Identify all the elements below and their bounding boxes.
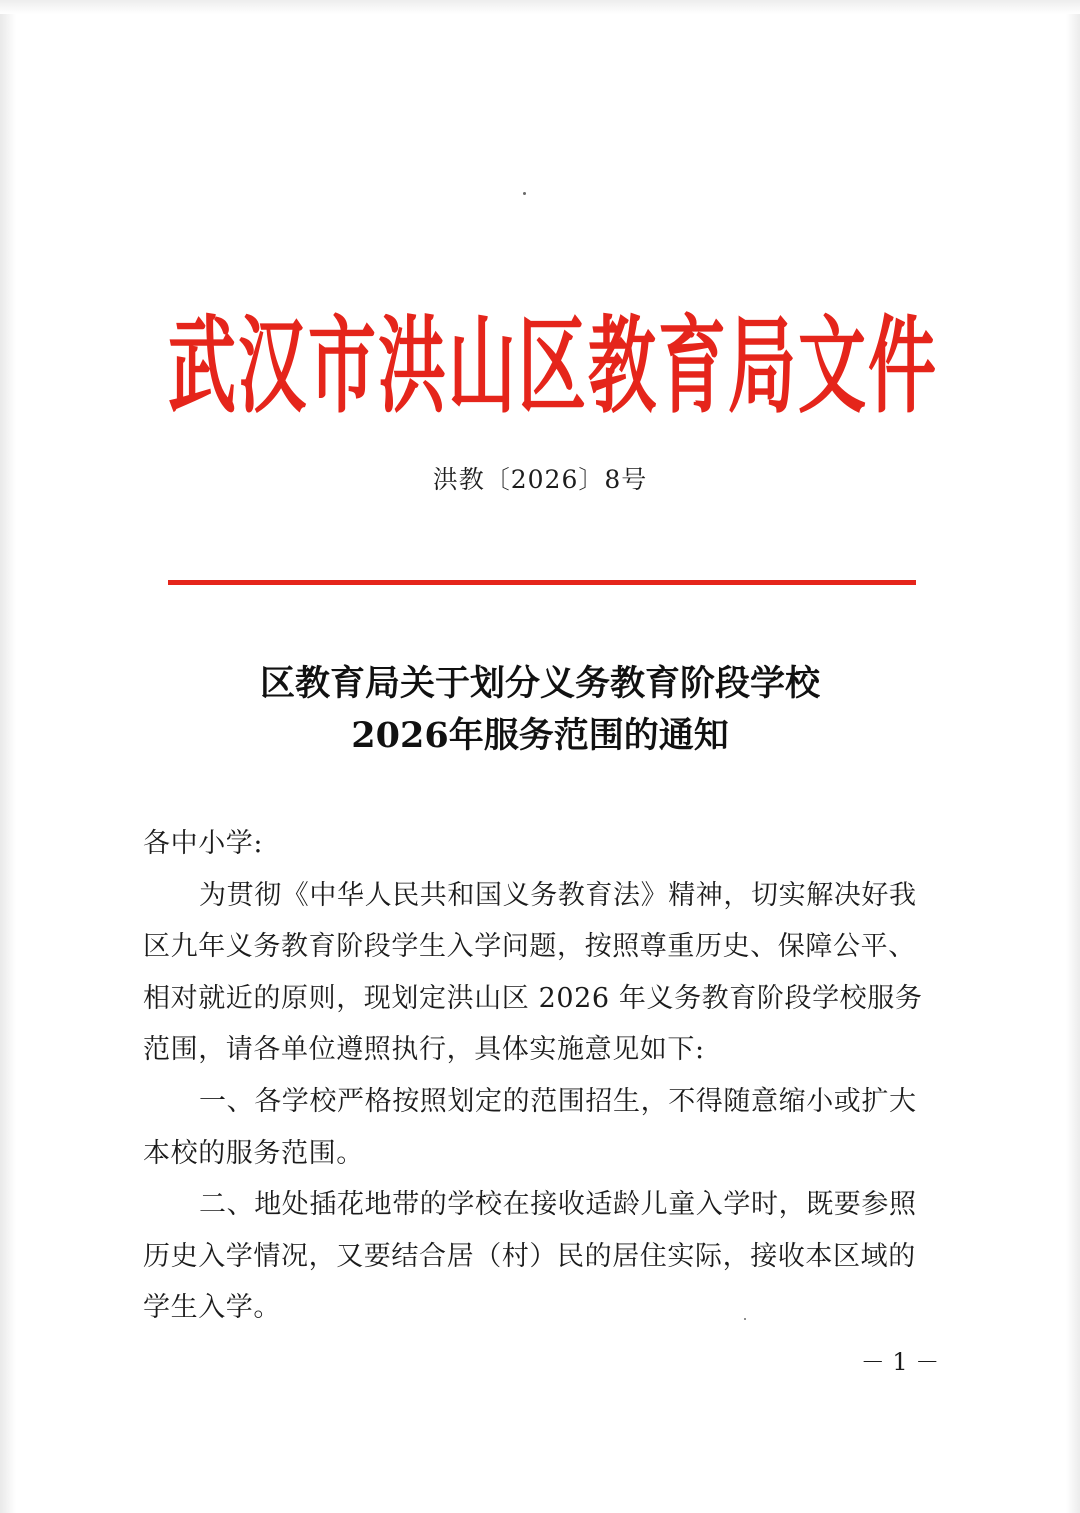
paragraph-2-line: 一、各学校严格按照划定的范围招生，不得随意缩小或扩大 <box>199 1085 917 1117</box>
paragraph-3-line: 二、地处插花地带的学校在接收适龄儿童入学时，既要参照 <box>199 1189 917 1221</box>
document-number: 洪教〔2026〕8号 <box>432 465 648 494</box>
salutation: 各中小学: <box>143 828 264 859</box>
page-number: － 1 － <box>860 1348 940 1376</box>
notice-title-line-1: 区教育局关于划分义务教育阶段学校 <box>259 663 820 704</box>
notice-body <box>143 818 933 1334</box>
paragraph-2-line: 本校的服务范围。 <box>143 1137 364 1169</box>
paragraph-3-line: 历史入学情况，又要结合居（村）民的居住实际，接收本区域的 <box>143 1240 916 1272</box>
notice-title-line-2: 2026年服务范围的通知 <box>351 715 729 756</box>
red-divider-line <box>168 580 916 585</box>
scan-edge-right <box>1066 0 1080 1513</box>
scan-edge-left <box>0 0 16 1513</box>
scan-speck <box>523 192 526 195</box>
scan-edge-top <box>0 0 1080 14</box>
paragraph-3-line: 学生入学。 <box>143 1292 281 1324</box>
paragraph-1-line: 范围，请各单位遵照执行，具体实施意见如下: <box>143 1034 705 1066</box>
notice-title <box>120 658 960 762</box>
paragraph-1-line: 为贯彻《中华人民共和国义务教育法》精神，切实解决好我 <box>199 879 917 911</box>
paragraph-1-line: 相对就近的原则，现划定洪山区 2026 年义务教育阶段学校服务 <box>143 982 923 1014</box>
masthead-title: 武汉市洪山区教育局文件 <box>168 306 939 429</box>
paragraph-1-line: 区九年义务教育阶段学生入学问题，按照尊重历史、保障公平、 <box>143 931 916 963</box>
